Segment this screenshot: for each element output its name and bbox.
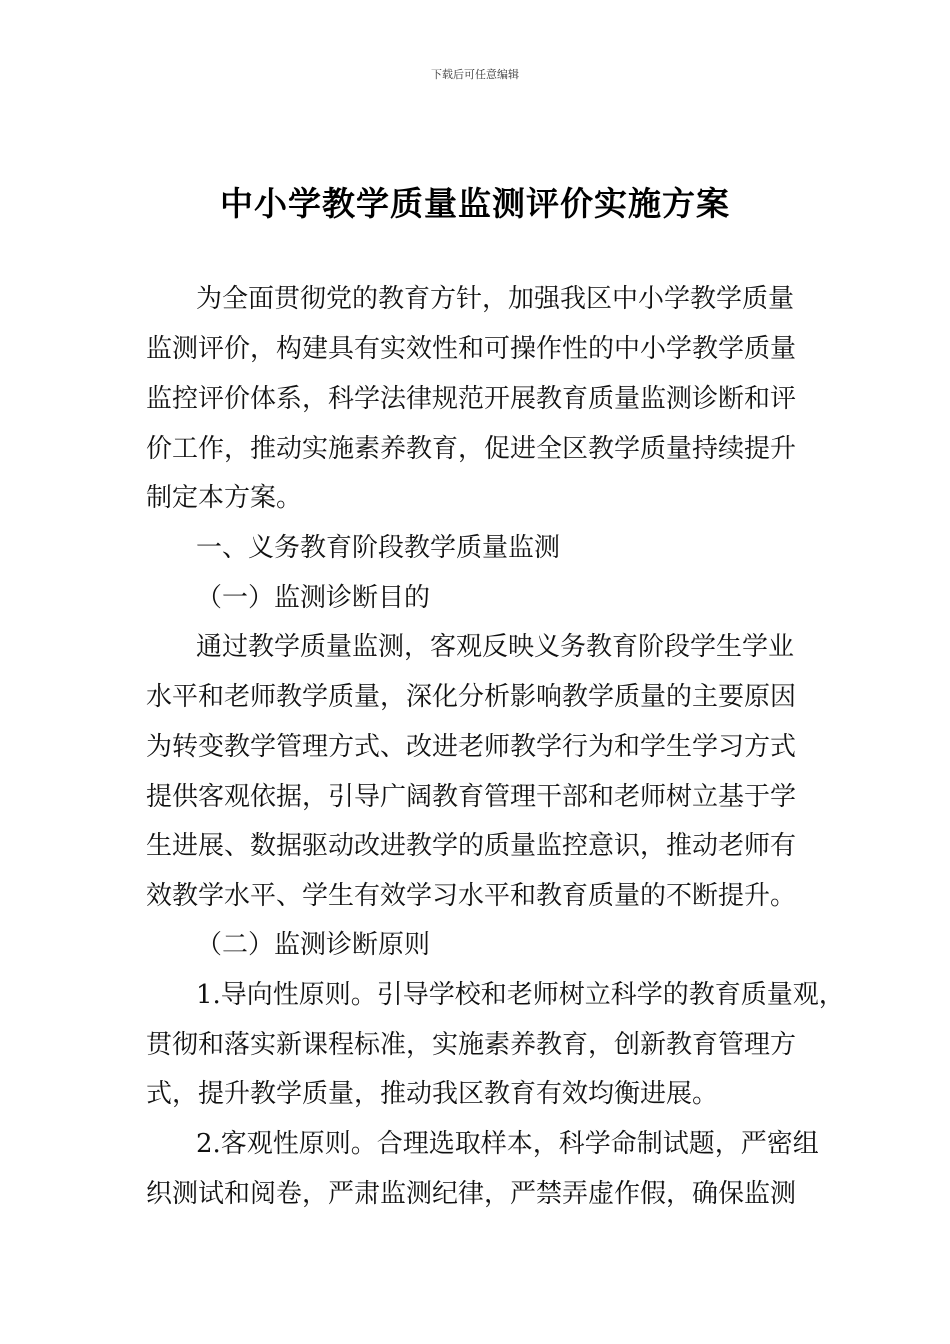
paragraph-line: 效教学水平、学生有效学习水平和教育质量的不断提升。 — [146, 881, 797, 911]
paragraph-line: 监控评价体系，科学法律规范开展教育质量监测诊断和评 — [146, 384, 797, 414]
paragraph-line: 水平和老师教学质量，深化分析影响教学质量的主要原因 — [146, 682, 797, 712]
paragraph-line: 通过教学质量监测，客观反映义务教育阶段学生学业 — [196, 632, 795, 662]
section-heading: 一、义务教育阶段教学质量监测 — [196, 533, 561, 563]
paragraph-line: 贯彻和落实新课程标准，实施素养教育，创新教育管理方 — [146, 1030, 797, 1060]
paragraph-line: 提供客观依据，引导广阔教育管理干部和老师树立基于学 — [146, 782, 797, 812]
document-title: 中小学教学质量监测评价实施方案 — [220, 184, 730, 223]
subsection-heading: （一）监测诊断目的 — [196, 583, 431, 613]
subsection-heading: （二）监测诊断原则 — [196, 930, 431, 960]
paragraph-line: 式，提升教学质量，推动我区教育有效均衡进展。 — [146, 1079, 719, 1109]
paragraph-line: 监测评价，构建具有实效性和可操作性的中小学教学质量 — [146, 334, 797, 364]
page-header-note: 下载后可任意编辑 — [431, 68, 519, 81]
paragraph-line: 制定本方案。 — [146, 483, 303, 513]
paragraph-line: 为转变教学管理方式、改进老师教学行为和学生学习方式 — [146, 732, 797, 762]
paragraph-line: 织测试和阅卷，严肃监测纪律，严禁弄虚作假，确保监测 — [146, 1179, 797, 1209]
paragraph-line: 1.导向性原则。引导学校和老师树立科学的教育质量观， — [196, 980, 845, 1010]
paragraph-line: 价工作，推动实施素养教育，促进全区教学质量持续提升 — [146, 434, 797, 464]
paragraph-line: 生进展、数据驱动改进教学的质量监控意识，推动老师有 — [146, 831, 797, 861]
paragraph-line: 为全面贯彻党的教育方针，加强我区中小学教学质量 — [196, 284, 795, 314]
paragraph-line: 2.客观性原则。合理选取样本，科学命制试题，严密组 — [196, 1129, 819, 1159]
